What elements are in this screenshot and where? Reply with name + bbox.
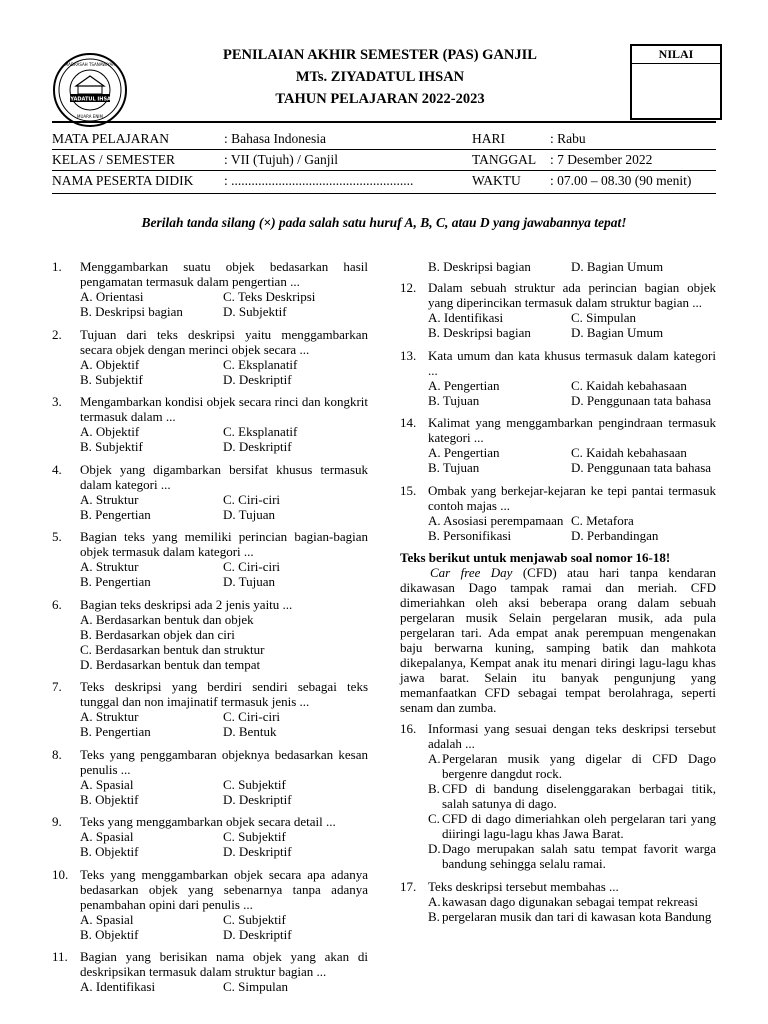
option-letter: A. xyxy=(428,751,441,766)
question-11-options-continued xyxy=(400,259,716,274)
answer-option[interactable]: C. Ciri-ciri xyxy=(223,491,281,507)
question-text: Bagian yang berisikan nama objek yang akan di deskripsikan termasuk dalam struktur bagian ... xyxy=(80,949,368,979)
question-number: 8. xyxy=(52,746,62,762)
answer-option[interactable]: D. Deskriptif xyxy=(223,926,292,942)
question-number: 17. xyxy=(400,878,417,894)
answer-option[interactable] xyxy=(428,909,716,924)
question-number: 2. xyxy=(52,326,62,342)
answer-option[interactable] xyxy=(428,751,716,781)
answer-option[interactable]: C. Subjektif xyxy=(223,911,286,927)
question xyxy=(400,721,716,871)
answer-option[interactable]: A. Pengertian xyxy=(428,377,500,393)
answer-option[interactable] xyxy=(428,781,716,811)
answer-option[interactable]: D. Bentuk xyxy=(223,724,277,739)
question-text: Mengambarkan kondisi objek secara rinci dan kongkrit termasuk dalam ... xyxy=(80,394,368,424)
answer-option[interactable]: B. Objektif xyxy=(80,926,139,942)
answer-option[interactable]: A. Spasial xyxy=(80,829,134,844)
question xyxy=(52,867,368,942)
question xyxy=(52,814,368,859)
option-text: Pergelaran musik yang digelar di CFD Dago bergenre dangdut rock. xyxy=(442,751,716,781)
question-text: Bagian teks deskripsi ada 2 jenis yaitu ... xyxy=(80,596,293,612)
question xyxy=(400,348,716,408)
answer-option[interactable]: B. Pengertian xyxy=(80,724,151,739)
date-value: : 7 Desember 2022 xyxy=(550,152,653,167)
question-number: 7. xyxy=(52,679,62,694)
question-number: 3. xyxy=(52,394,62,409)
answer-option[interactable]: D. Deskriptif xyxy=(223,439,292,454)
answer-option[interactable]: D. Berdasarkan bentuk dan tempat xyxy=(80,656,261,672)
answer-options xyxy=(80,829,368,859)
answer-options xyxy=(80,979,368,994)
answer-option[interactable]: A. Berdasarkan bentuk dan objek xyxy=(80,611,254,627)
time-label: WAKTU xyxy=(472,173,521,188)
answer-option[interactable]: C. Subjektif xyxy=(223,829,286,844)
info-divider-1 xyxy=(52,149,716,150)
answer-option[interactable]: A. Identifikasi xyxy=(80,979,156,994)
passage-text xyxy=(400,565,716,715)
question-text: Objek yang digambarkan bersifat khusus termasuk dalam kategori ... xyxy=(80,461,368,492)
question-text: Teks deskripsi yang berdiri sendiri sebagai teks tunggal dan non imajinatif termasuk jenis ... xyxy=(80,679,368,709)
question-number: 6. xyxy=(52,596,62,612)
answer-option[interactable]: A. Struktur xyxy=(80,491,139,507)
option-letter: A. xyxy=(428,893,441,909)
answer-option[interactable]: D. Bagian Umum xyxy=(571,259,664,274)
answer-option[interactable]: D. Penggunaan tata bahasa xyxy=(571,392,712,408)
question-text: Tujuan dari teks deskripsi yaitu menggambarkan secara objek dengan merinci objek secara ... xyxy=(80,326,368,357)
question-text: Kata umum dan kata khusus termasuk dalam kategori ... xyxy=(428,347,716,378)
question xyxy=(52,462,368,522)
answer-option[interactable]: C. Teks Deskripsi xyxy=(223,289,316,304)
answer-option[interactable]: B. Subjektif xyxy=(80,371,143,387)
question-text: Teks deskripsi tersebut membahas ... xyxy=(428,878,619,894)
instruction: Berilah tanda silang (×) pada salah satu huruf A, B, C, atau D yang jawabannya tepat! xyxy=(141,215,627,230)
option-letter: B. xyxy=(428,908,440,924)
answer-options xyxy=(80,709,368,739)
answer-option[interactable] xyxy=(428,894,716,909)
answer-option[interactable]: B. Tujuan xyxy=(428,460,480,475)
option-letter: B. xyxy=(428,781,440,796)
exam-info xyxy=(52,128,716,191)
left-column xyxy=(52,259,368,1002)
logo-top-text: MADRASAH TSANAWIYAH xyxy=(64,62,116,67)
answer-option[interactable]: D. Tujuan xyxy=(223,574,276,589)
answer-options xyxy=(80,559,368,589)
answer-option[interactable]: B. Pengertian xyxy=(80,506,151,522)
answer-option[interactable]: C. Eksplanatif xyxy=(223,424,298,439)
answer-option[interactable]: B. Pengertian xyxy=(80,574,151,589)
answer-option[interactable]: A. Asosiasi perempamaan xyxy=(428,512,564,528)
answer-option[interactable]: B. Objektif xyxy=(80,791,139,807)
answer-options xyxy=(428,513,716,543)
question xyxy=(52,747,368,807)
answer-options xyxy=(428,445,716,475)
answer-option[interactable]: C. Simpulan xyxy=(223,979,289,994)
answer-option[interactable]: C. Eksplanatif xyxy=(223,356,298,372)
answer-option[interactable]: B. Objektif xyxy=(80,844,139,859)
question xyxy=(400,280,716,340)
class-value: : VII (Tujuh) / Ganjil xyxy=(224,152,339,167)
question-number: 9. xyxy=(52,814,62,829)
logo-band-text: ZIYADATUL IHSAN xyxy=(64,96,116,103)
answer-option[interactable]: A. Orientasi xyxy=(80,289,144,304)
header-line-3: TAHUN PELAJARAN 2022-2023 xyxy=(275,91,485,107)
logo-bottom-text: MUARA ENIM xyxy=(77,114,103,119)
answer-options xyxy=(80,777,368,807)
day-label: HARI xyxy=(472,131,505,146)
answer-option[interactable]: D. Subjektif xyxy=(223,304,287,319)
question-text: Kalimat yang menggambarkan pengindraan termasuk kategori ... xyxy=(428,415,716,445)
passage-title: Teks berikut untuk menjawab soal nomor 16-18! xyxy=(400,550,671,565)
question xyxy=(52,529,368,589)
answer-option[interactable]: B. Berdasarkan objek dan ciri xyxy=(80,626,235,642)
answer-options xyxy=(80,289,368,319)
option-text: CFD di bandung diselenggarakan berbagai titik, salah satunya di dago. xyxy=(442,781,716,811)
question-text: Bagian teks yang memiliki perincian bagian-bagian objek termasuk dalam kategori ... xyxy=(80,529,368,559)
answer-option[interactable]: A. Objektif xyxy=(80,356,140,372)
answer-option[interactable]: C. Ciri-ciri xyxy=(223,559,281,574)
passage-italic-start: Car free Day xyxy=(430,565,513,580)
question-text: Menggambarkan suatu objek bedasarkan hasil pengamatan termasuk dalam pengertian ... xyxy=(80,259,368,289)
answer-option[interactable]: D. Tujuan xyxy=(223,506,276,522)
question xyxy=(52,949,368,994)
option-text: CFD di dago dimeriahkan oleh pergelaran tari yang diiringi lagu-lagu khas Jawa Barat. xyxy=(442,811,716,841)
answer-options xyxy=(428,378,716,408)
answer-option[interactable]: C. Berdasarkan bentuk dan struktur xyxy=(80,641,265,657)
question-number: 11. xyxy=(52,949,68,964)
question xyxy=(52,259,368,319)
answer-option[interactable]: B. Deskripsi bagian xyxy=(428,259,531,274)
time-value: : 07.00 – 08.30 (90 menit) xyxy=(550,173,692,188)
question-text: Informasi yang sesuai dengan teks deskripsi tersebut adalah ... xyxy=(428,721,716,751)
answer-option[interactable] xyxy=(428,841,716,871)
answer-option[interactable]: A. Struktur xyxy=(80,709,139,724)
question-number: 16. xyxy=(400,721,417,736)
answer-options xyxy=(428,310,716,340)
question-number: 4. xyxy=(52,461,62,477)
question-number: 13. xyxy=(400,347,417,363)
header-line-1: PENILAIAN AKHIR SEMESTER (PAS) GANJIL xyxy=(223,47,537,63)
passage-body: (CFD) atau hari tanpa kendaran dikawasan Dago tampak ramai dan meriah. CFD dimeriahkan oleh aksi beberapa orang dalam sebuah pergelaran musik Selain pergelaran musik, ada pula pergelaran tari. Ada empat anak perempuan mengenakan baju berwarna kuning, samping batik dan mahkota dikepalanya, Kempat anak itu menari diringi lagu-lagu khas jawa barat. Selain itu banyak pengunjung yang memanfaatkan CFD sebagai tempat berolahraga, seperti senam dan zumba. xyxy=(400,565,716,715)
question xyxy=(52,394,368,454)
question-number: 14. xyxy=(400,415,417,430)
answer-option[interactable]: C. Kaidah kebahasaan xyxy=(571,377,687,393)
answer-option[interactable] xyxy=(428,811,716,841)
student-name-field[interactable]: : ...................................................... xyxy=(224,173,414,188)
answer-option[interactable]: B. Deskripsi bagian xyxy=(80,304,183,319)
question-number: 1. xyxy=(52,259,62,274)
score-box xyxy=(630,44,722,120)
option-text: kawasan dago digunakan sebagai tempat rekreasi xyxy=(442,893,698,909)
question xyxy=(400,483,716,543)
answer-option[interactable]: C. Metafora xyxy=(571,512,634,528)
question-text: Teks yang menggambarkan objek secara detail ... xyxy=(80,814,336,829)
question-text: Dalam sebuah struktur ada perincian bagian objek yang diperincikan termasuk dalam struktur bagian ... xyxy=(428,280,716,310)
answer-option[interactable]: D. Deskriptif xyxy=(223,791,292,807)
question-text: Teks yang penggambaran objeknya bedasarkan kesan penulis ... xyxy=(80,746,368,777)
question-number: 10. xyxy=(52,866,69,882)
answer-option[interactable]: A. Spasial xyxy=(80,776,134,792)
header-line-2: MTs. ZIYADATUL IHSAN xyxy=(295,69,465,85)
header-divider xyxy=(52,121,716,123)
subject-value: : Bahasa Indonesia xyxy=(224,131,326,146)
question xyxy=(400,415,716,475)
date-label: TANGGAL xyxy=(472,152,537,167)
answer-option[interactable]: D. Deskriptif xyxy=(223,371,292,387)
answer-option[interactable]: C. Simpulan xyxy=(571,310,637,325)
answer-option[interactable]: A. Identifikasi xyxy=(428,310,504,325)
class-label: KELAS / SEMESTER xyxy=(52,152,176,167)
question xyxy=(400,879,716,924)
question-number: 5. xyxy=(52,529,62,544)
option-letter: C. xyxy=(428,811,440,826)
answer-options xyxy=(80,912,368,942)
answer-options xyxy=(80,424,368,454)
answer-option[interactable]: A. Pengertian xyxy=(428,445,500,460)
answer-option[interactable]: C. Subjektif xyxy=(223,776,286,792)
question-text: Ombak yang berkejar-kejaran ke tepi pantai termasuk contoh majas ... xyxy=(428,482,716,513)
exam-header xyxy=(150,44,610,110)
answer-option[interactable]: B. Tujuan xyxy=(428,392,480,408)
question-number: 15. xyxy=(400,482,417,498)
school-logo xyxy=(52,52,128,128)
answer-option[interactable]: D. Perbandingan xyxy=(571,527,659,543)
answer-option[interactable]: A. Struktur xyxy=(80,559,139,574)
answer-option[interactable]: B. Subjektif xyxy=(80,439,143,454)
question xyxy=(52,327,368,387)
answer-options xyxy=(80,492,368,522)
answer-option[interactable]: C. Ciri-ciri xyxy=(223,709,281,724)
option-text: pergelaran musik dan tari di kawasan kota Bandung xyxy=(442,908,712,924)
score-box-label: NILAI xyxy=(632,46,720,64)
info-divider-3 xyxy=(52,193,716,194)
answer-option[interactable]: C. Kaidah kebahasaan xyxy=(571,445,687,460)
student-name-label: NAMA PESERTA DIDIK xyxy=(52,173,194,188)
question-number: 12. xyxy=(400,280,417,295)
info-divider-2 xyxy=(52,170,716,171)
answer-option[interactable]: D. Bagian Umum xyxy=(571,325,664,340)
subject-label: MATA PELAJARAN xyxy=(52,131,170,146)
answer-option[interactable]: B. Deskripsi bagian xyxy=(428,325,531,340)
answer-option[interactable]: D. Penggunaan tata bahasa xyxy=(571,460,712,475)
answer-option[interactable]: B. Personifikasi xyxy=(428,527,512,543)
answer-options xyxy=(80,357,368,387)
day-value: : Rabu xyxy=(550,131,586,146)
answer-option[interactable]: A. Objektif xyxy=(80,424,140,439)
option-text: Dago merupakan salah satu tempat favorit warga bandung sehingga selalu ramai. xyxy=(442,841,716,871)
right-column xyxy=(400,259,716,931)
question xyxy=(52,597,368,672)
answer-option[interactable]: D. Deskriptif xyxy=(223,844,292,859)
option-letter: D. xyxy=(428,841,441,856)
question xyxy=(52,679,368,739)
question-text: Teks yang menggambarkan objek secara apa adanya bedasarkan objek yang sebenarnya tanpa adanya penambahan opini dari penulis ... xyxy=(80,866,368,912)
answer-option[interactable]: A. Spasial xyxy=(80,911,134,927)
